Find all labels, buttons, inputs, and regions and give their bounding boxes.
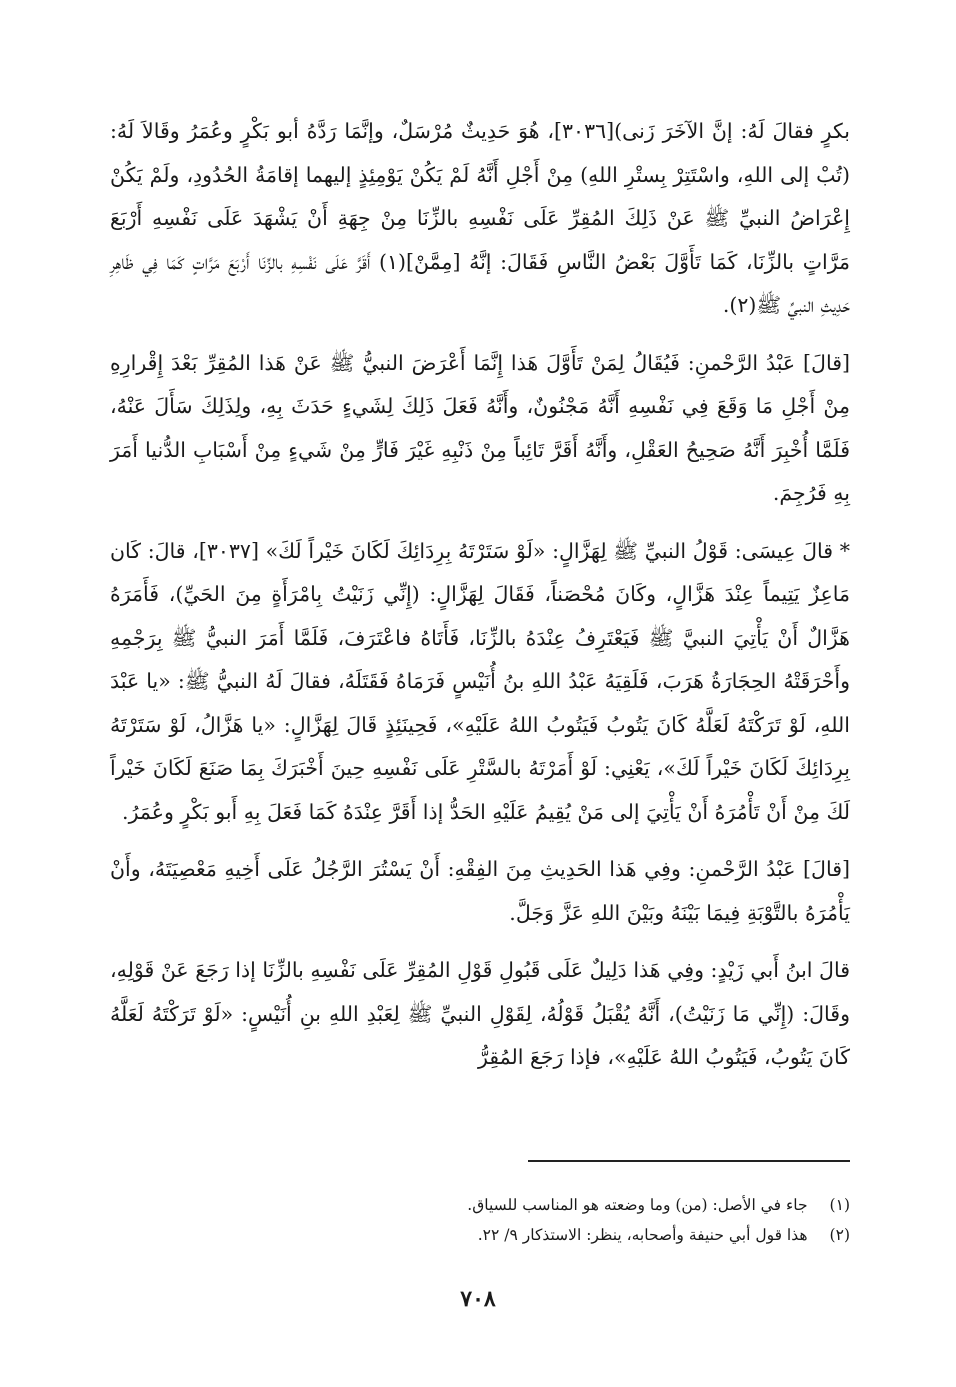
paragraph-2 [110,342,850,516]
paragraph-1 [110,110,850,328]
paragraph-5 [110,949,850,1080]
paragraph-4-text: [قالَ] عَبْدُ الرَّحْمنِ: وفِي هَذا الحَدِيثِ مِنَ الفِقْهِ: أَنْ يَسْتُرَ الرَّجُلُ عَلَى أَخِيهِ مَعْصِيَتَهُ، وأَنْ يَأْمُرَهُ بالتَّوْبَةِ فِيمَا بَيْنَهُ وبَيْنَ اللهِ عَزَّ وَجَلَّ. [110,857,850,925]
footnote-1 [110,1190,850,1220]
footnote-2-number: (٢) [829,1226,850,1244]
paragraph-3 [110,530,850,835]
paragraph-1-text: بكرٍ فقالَ لَهُ: إنَّ الآخَرَ زَنى)[٣٠٣٦]، هُوَ حَدِيثٌ مُرْسَلٌ، وإنَّمَا رَدَّهُ أبو بَكْرٍ وعُمَرُ وقَالاَ لَهُ: (تُبْ إلى اللهِ، واسْتَتِرْ بِستْرِ اللهِ) مِنْ أَجْلِ أَنَّهُ لَمْ يَكُنْ يَوْمِئِذٍ إليهما إقامَةُ الحُدُودِ، ولَمْ يَكُنْ إِعْرَاضُ النبيِّ ﷺ عَنْ ذَلِكَ المُقِرِّ عَلَى نَفْسِهِ بالزِّنَا مِنْ جِهَةِ أَنْ يَشْهَدَ عَلَى نَفْسِهِ أَرْبَعَ مَرَّاتٍ بالزِّنَا، كَمَا تَأَوَّلَ بَعْضُ النَّاسِ فَقَالَ: إنَّهُ [مِمَّنْ](١) أَقَرَّ عَلَى نَفْسِهِ بالزِّنَا أَرْبَعَ مَرَّاتٍ كَمَا فِي ظَاهِرِ حَدِيثِ النبيِّ ﷺ(٢). [110,119,850,317]
main-text [110,110,850,1094]
page-number: ٧٠٨ [460,1286,496,1312]
footnotes [110,1190,850,1250]
footnote-1-number: (١) [829,1196,850,1214]
paragraph-2-text: [قالَ] عَبْدُ الرَّحْمنِ: فَيُقَالُ لِمَنْ تَأَوَّلَ هَذا إِنَّمَا أَعْرَضَ النبيُّ ﷺ عَنْ هَذا المُقِرِّ بَعْدَ إِقْرارِهِ مِنْ أَجْلِ مَا وَقَعَ فِي نَفْسِهِ أَنَّهُ مَجْنُونٌ، وأَنَّهُ فَعَلَ ذَلِكَ لِشَيءٍ حَدَثَ بِهِ، ولِذَلِكَ سَأَلَ عَنْهُ، فَلَمَّا أُخْبِرَ أَنَّهُ صَحِيحُ العَقْلِ، وأَنَّهُ أَقَرَّ تَائِباً مِنْ ذَنْبِهِ غَيْرَ فَارٍّ مِنْ شَيءٍ مِنْ أَسْبَابِ الدُّنيا أَمَرَ بِهِ فَرُجِمَ. [110,350,850,505]
footnote-divider [528,1160,850,1162]
footnote-1-text: جاء في الأصل: (من) وما وضعته هو المناسب للسياق. [467,1196,808,1214]
paragraph-5-text: قالَ ابنُ أَبي زَيْدٍ: وفِي هَذا دَلِيلٌ عَلَى قَبُولِ قَوْلِ المُقِرِّ عَلَى نَفْسِهِ بالزِّنَا إذا رَجَعَ عَنْ قَوْلِهِ، وقَالَ: (إِنِّي مَا زَنَيْتُ)، أَنَّهُ يُقْبَلُ قَوْلُهُ، لِقَوْلِ النبيِّ ﷺ لِعَبْدِ اللهِ بنِ أُنَيْسٍ: «لَوْ تَرَكْتَهُ لَعَلَّهُ كَانَ يَتُوبُ، فَيَتُوبُ اللهُ عَلَيْهِ»، فإذا رَجَعَ المُقِرُّ [110,958,850,1069]
footnote-2-text: هذا قول أبي حنيفة وأصحابه، ينظر: الاستذكار ٩/ ٢٢. [477,1226,808,1244]
paragraph-3-text: * قالَ عِيسَى: قَوْلُ النبيِّ ﷺ لِهَزَّالٍ: «لَوْ سَتَرْتَهُ بِرِدَائِكَ لَكَانَ خَيْراً لَكَ» [٣٠٣٧]، قالَ: كَان مَاعِزٌ يَتِيماً عِنْدَ هَزَّالٍ، وكَانَ مُحْصَناً، فَقَالَ لِهَزَّالٍ: (إِنِّي زَنَيْتُ بِامْرَأَةٍ مِنَ الحَيِّ)، فَأَمَرَهُ هَزَّالٌ أَنْ يَأْتِيَ النبيَّ ﷺ فَيَعْتَرِفُ عِنْدَهُ بالزِّنَا، فَأَتَاهُ فاعْتَرَفَ، فَلَمَّا أَمَرَ النبيُّ ﷺ بِرَجْمِهِ وأَحْرَقَتْهُ الحِجَارَةُ هَرَبَ، فَلَقِيَهُ عَبْدُ اللهِ بنُ أُنَيْسٍ فَرَمَاهُ فَقَتَلَهُ، فقالَ لَهُ النبيُّ ﷺ: «يا عَبْدَ اللهِ، لَوْ تَرَكْتَهُ لَعَلَّهُ كَانَ يَتُوبُ فَيَتُوبُ اللهُ عَلَيْهِ»، فَحِينَئِذٍ قَالَ لِهَزَّالٍ: «يا هَزَّالُ، لَوْ سَتَرْتَهُ بِرِدَائِكَ لَكَانَ خَيْراً لَكَ»، يَعْنِي: لَوْ أَمَرْتَهُ بالسَّتْرِ عَلَى نَفْسِهِ حِينَ أَخْبَرَكَ بِمَا صَنَعَ لَكَانَ خَيْراً لَكَ مِنْ أَنْ تَأْمُرَهُ أَنْ يَأْتِيَ إلى مَنْ يُقِيمُ عَلَيْهِ الحَدُّ إذا أَقَرَّ عِنْدَهُ كَمَا فَعَلَ بِهِ أَبو بَكْرٍ وعُمَرُ. [110,538,850,824]
paragraph-4 [110,848,850,935]
footnote-2 [110,1220,850,1250]
